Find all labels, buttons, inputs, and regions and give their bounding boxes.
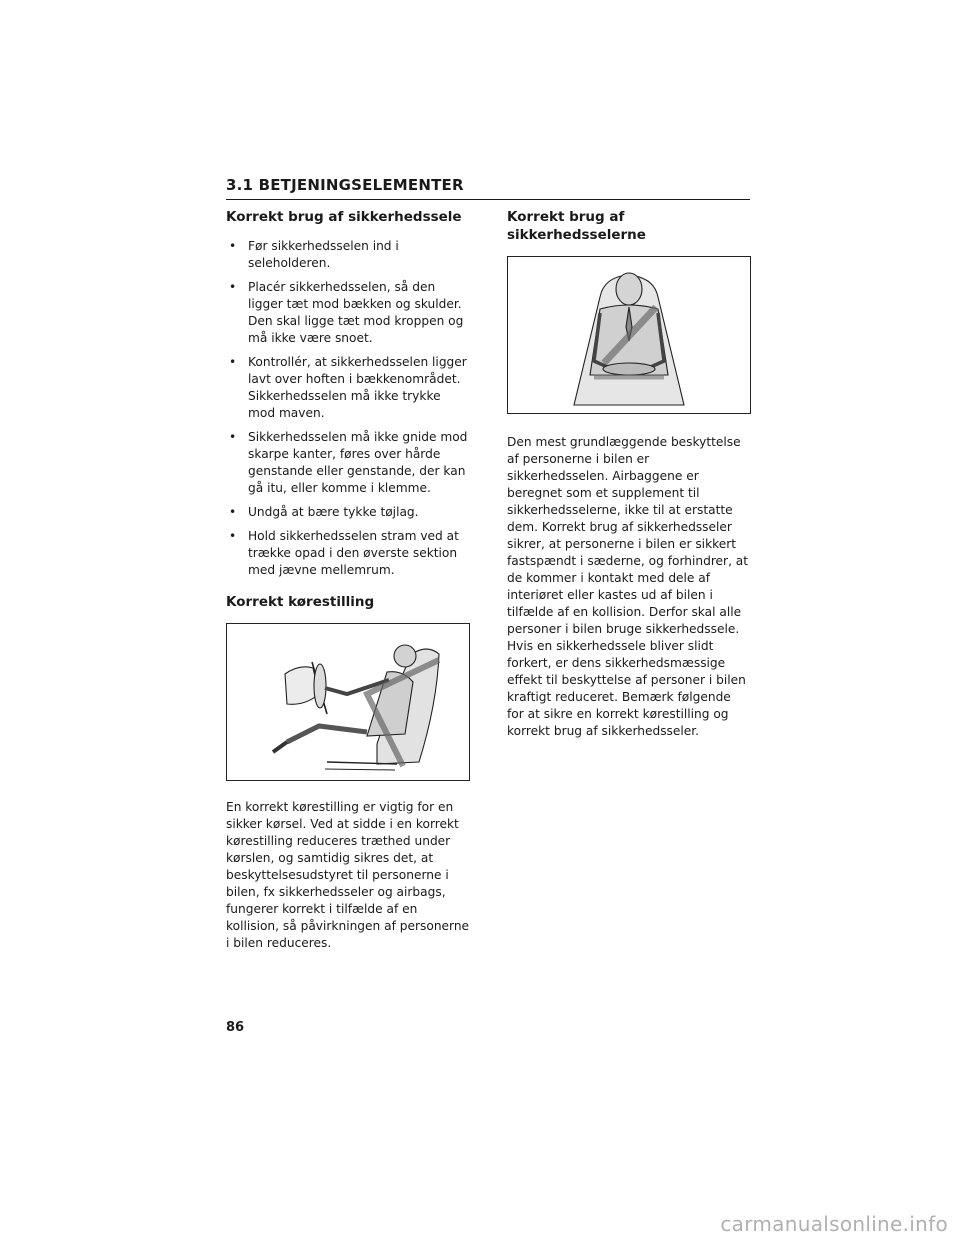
- watermark-text: carmanualsonline.info: [720, 1212, 948, 1236]
- left-column: [226, 208, 470, 952]
- bullet-item: • Sikkerhedsselen må ikke gnide mod skarpe kanter, føres over hårde genstande eller genstande, der kan gå itu, eller komme i klemme.: [226, 429, 470, 497]
- bullet-item: • Undgå at bære tykke tøjlag.: [226, 504, 470, 521]
- bullet-item: • Kontrollér, at sikkerhedsselen ligger lavt over hoften i bækkenområdet. Sikkerhedsselen må ikke trykke mod maven.: [226, 354, 470, 422]
- seated-passenger-figure: [508, 257, 750, 413]
- seatbelt-bullet-list: [226, 238, 470, 579]
- seated-driver-figure: [227, 624, 469, 780]
- heading-seatbelts-usage: Korrekt brug af sikkerhedsselerne: [507, 209, 646, 243]
- heading-seatbelt-usage: Korrekt brug af sikkerhedssele: [226, 209, 462, 225]
- page-number: 86: [226, 1020, 245, 1035]
- bullet-item: • Før sikkerhedsselen ind i seleholderen.: [226, 238, 470, 272]
- bullet-item: • Placér sikkerhedsselen, så den ligger tæt mod bækken og skulder. Den skal ligge tæt mod kroppen og må ikke være snoet.: [226, 279, 470, 347]
- seatbelt-paragraph: Den mest grundlæggende beskyttelse af personerne i bilen er sikkerhedsselen. Airbaggene er beregnet som et supplement til sikkerhedsselerne, ikke til at erstatte dem. Korrekt brug af sikkerhedsseler sikrer, at personerne i bilen er sikkert fastspændt i sæderne, og forhindrer, at de kommer i kontakt med dele af interiøret eller kastes ud af bilen i tilfælde af en kollision. Derfor skal alle personer i bilen bruge sikkerhedssele. Hvis en sikkerhedssele bliver slidt forkert, er dens sikkerhedsmæssige effekt til beskyttelse af personer i bilen kraftigt reduceret. Bemærk følgende for at sikre en korrekt kørestilling og korrekt brug af sikkerhedsseler.: [507, 435, 749, 738]
- driving-position-illustration: [226, 623, 470, 781]
- bullet-item: • Hold sikkerhedsselen stram ved at trække opad i den øverste sektion med jævne mellemrum.: [226, 528, 470, 579]
- section-title: 3.1 BETJENINGSELEMENTER: [226, 176, 750, 200]
- heading-driving-position: Korrekt kørestilling: [226, 594, 375, 610]
- driving-position-paragraph: En korrekt kørestilling er vigtig for en sikker kørsel. Ved at sidde i en korrekt kørestilling reduceres træthed under kørslen, og samtidig sikres det, at beskyttelsesudstyret til personerne i bilen, fx sikkerhedsseler og airbags, fungerer korrekt i tilfælde af en kollision, så påvirkningen af personerne i bilen reduceres.: [226, 800, 470, 950]
- right-column: [507, 208, 751, 740]
- seatbelt-front-illustration: [507, 256, 751, 414]
